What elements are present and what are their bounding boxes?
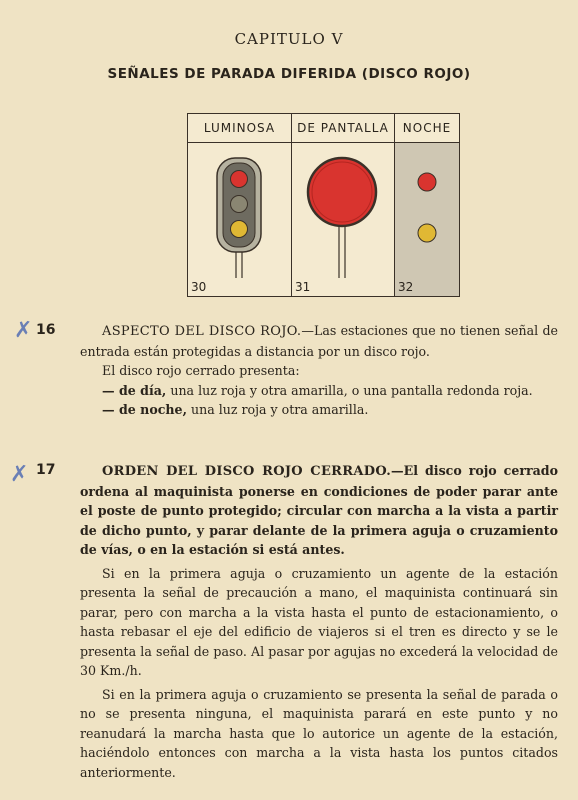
list-item-lead: — de día, (102, 382, 167, 398)
list-item-text: una luz roja y otra amarilla. (186, 402, 369, 417)
article-paragraph: Si en la primera aguja o cruzamiento un agente de la estación presenta la señal de precaución a mano, el maquinista continuará sin parar, pero con marcha a la vista hasta el punto de estacionamiento, o hasta rebasar el eje del edificio de viajeros si el tren es directo y se le presenta la señal de paso. Al pasar por agujas no excederá la velocidad de 30 Km./h. (80, 565, 558, 678)
article-paragraph: Si en la primera aguja o cruzamiento se presenta la señal de parada o no se presenta ninguna, el maquinista parará en este punto y no reanudará la marcha hasta que lo autorice un agente de la estación, haciéndolo entonces con marcha a la vista hasta los puntos citados anteriormente. (80, 686, 558, 780)
list-item (102, 381, 558, 401)
list-item-lead: — de noche, (102, 402, 187, 417)
figure-number: 32 (398, 280, 414, 294)
yellow-night-light (418, 224, 436, 242)
red-lamp (231, 171, 248, 188)
figure-column-pantalla (292, 114, 395, 296)
article-intro: El disco rojo cerrado presenta: (102, 363, 300, 378)
figure-number: 30 (191, 280, 207, 294)
article-17 (80, 461, 558, 782)
column-label: NOCHE (395, 114, 459, 143)
list-item (102, 400, 558, 420)
red-night-light (418, 173, 436, 191)
article-16 (80, 321, 558, 420)
night-signal-illustration (395, 142, 459, 294)
article-text: —Las estaciones que no tienen señal de entrada están protegidas a distancia por un disco rojo. (80, 323, 558, 359)
article-heading: ORDEN DEL DISCO ROJO CERRADO. (102, 464, 392, 479)
article-number: 16 (36, 322, 56, 338)
handwritten-check-mark: ✗ (14, 318, 33, 343)
article-lead-text: —El disco rojo cerrado ordena al maquinista ponerse en condiciones de poder parar ante el poste de punto protegido; circular con marcha a la vista a partir de dicho punto, y parar delante de la primera aguja o cruzamiento de vías, o en la estación si está antes. (80, 463, 558, 557)
article-heading: ASPECTO DEL DISCO ROJO. (102, 324, 302, 339)
figure-number: 31 (295, 280, 311, 294)
column-label: LUMINOSA (188, 114, 291, 143)
chapter-title: CAPITULO V (234, 30, 344, 48)
light-signal-illustration (188, 142, 291, 294)
off-lamp (231, 196, 248, 213)
column-label: DE PANTALLA (292, 114, 394, 143)
handwritten-check-mark: ✗ (10, 462, 29, 487)
screen-signal-illustration (292, 142, 394, 294)
signals-figure (187, 113, 460, 297)
yellow-lamp (231, 221, 248, 238)
figure-column-noche (395, 114, 459, 296)
red-disc (308, 158, 376, 226)
article-number: 17 (36, 462, 56, 478)
list-item-text: una luz roja y otra amarilla, o una pantalla redonda roja. (166, 382, 533, 398)
figure-column-luminosa (188, 114, 292, 296)
section-title: SEÑALES DE PARADA DIFERIDA (DISCO ROJO) (107, 66, 471, 82)
